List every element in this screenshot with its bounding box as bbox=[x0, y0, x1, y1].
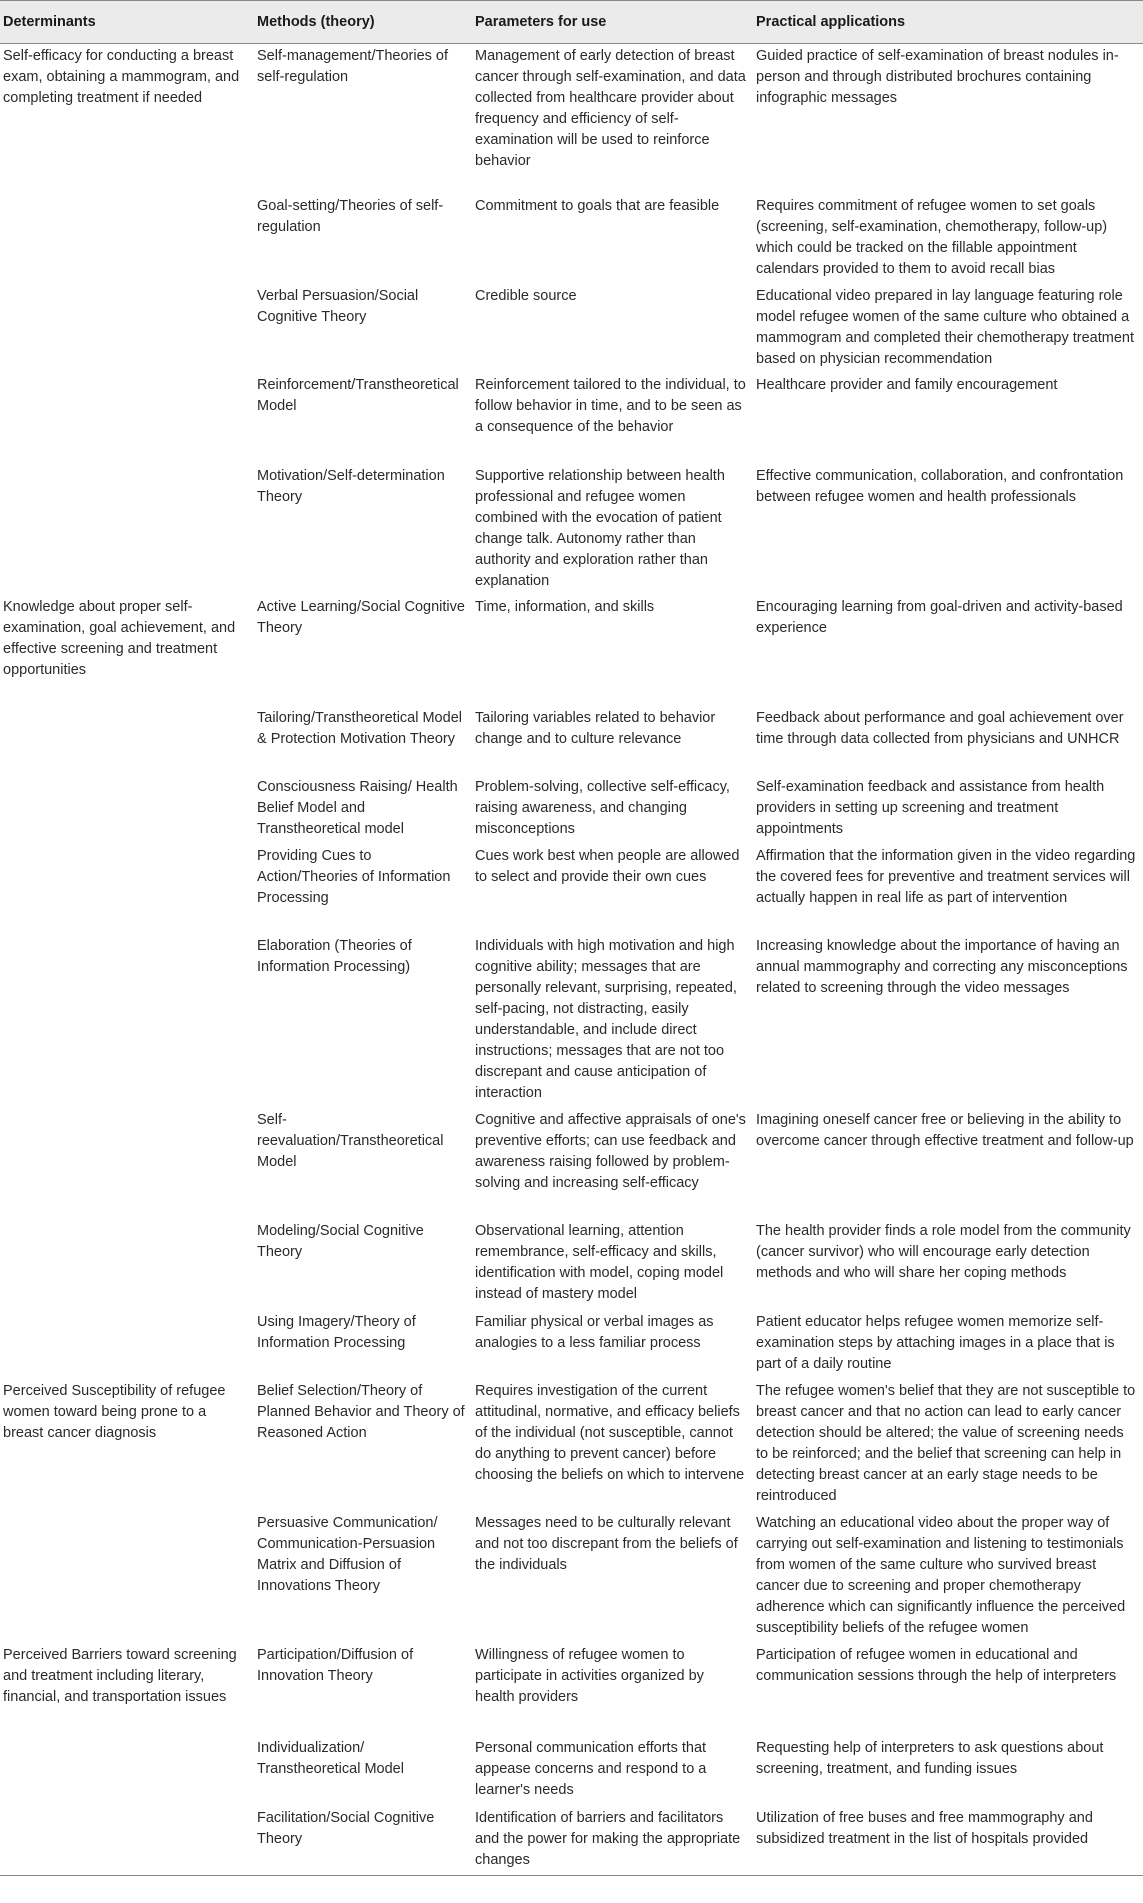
header-methods: Methods (theory) bbox=[254, 1, 472, 44]
parameters-cell: Observational learning, attention remembrance, self-efficacy and skills, identification with model, coping model instead of mastery model bbox=[475, 1222, 724, 1302]
table-body bbox=[0, 44, 1143, 1876]
determinant-cell bbox=[0, 1310, 254, 1379]
table-row bbox=[0, 1736, 1143, 1806]
applications-cell: Increasing knowledge about the importance of having an annual mammography and correcting any misconceptions related to screening through the video messages bbox=[756, 937, 1128, 996]
table-row bbox=[0, 1310, 1143, 1379]
determinant-cell bbox=[0, 1736, 254, 1806]
applications-cell: Healthcare provider and family encouragement bbox=[756, 376, 1058, 393]
parameters-cell: Management of early detection of breast cancer through self-examination, and data collected from healthcare provider about frequency and efficiency of self-examination will be used to reinforce behavior bbox=[475, 48, 746, 169]
table-row bbox=[0, 1108, 1143, 1219]
method-cell: Active Learning/Social Cognitive Theory bbox=[257, 598, 465, 636]
determinant-cell bbox=[0, 373, 254, 464]
parameters-cell: Problem-solving, collective self-efficacy, raising awareness, and changing misconceptions bbox=[475, 778, 730, 837]
applications-cell: Patient educator helps refugee women memorize self-examination steps by attaching images in a place that is part of a daily routine bbox=[756, 1313, 1115, 1372]
applications-cell: Participation of refugee women in educational and communication sessions through the help of interpreters bbox=[756, 1646, 1117, 1684]
determinant-cell bbox=[0, 194, 254, 284]
method-cell: Consciousness Raising/ Health Belief Model and Transtheoretical model bbox=[257, 778, 458, 837]
applications-cell: Feedback about performance and goal achievement over time through data collected from physicians and UNHCR bbox=[756, 709, 1124, 747]
parameters-cell: Individuals with high motivation and high cognitive ability; messages that are personally relevant, surprising, repeated, self-pacing, not distracting, easily understandable, and include direct instructions; messages that are not too discrepant and cause anticipation of interaction bbox=[475, 937, 737, 1101]
parameters-cell: Cues work best when people are allowed to select and provide their own cues bbox=[475, 847, 740, 885]
table-row bbox=[0, 595, 1143, 706]
applications-cell: Requesting help of interpreters to ask questions about screening, treatment, and funding issues bbox=[756, 1739, 1104, 1777]
header-parameters: Parameters for use bbox=[472, 1, 753, 44]
applications-cell: Utilization of free buses and free mammography and subsidized treatment in the list of hospitals provided bbox=[753, 1806, 1143, 1876]
table-row bbox=[0, 44, 1143, 194]
applications-cell: Imagining oneself cancer free or believing in the ability to overcome cancer through effective treatment and follow-up bbox=[756, 1111, 1134, 1149]
applications-cell: Educational video prepared in lay language featuring role model refugee women of the same culture who obtained a mammogram and completed their chemotherapy treatment based on physician recommendation bbox=[756, 287, 1134, 367]
table-row bbox=[0, 1643, 1143, 1736]
parameters-cell: Personal communication efforts that appease concerns and respond to a learner's needs bbox=[475, 1739, 707, 1798]
applications-cell: Effective communication, collaboration, and confrontation between refugee women and health professionals bbox=[756, 467, 1124, 505]
table-row bbox=[0, 1379, 1143, 1511]
parameters-cell: Time, information, and skills bbox=[475, 598, 655, 615]
method-cell: Elaboration (Theories of Information Processing) bbox=[257, 937, 412, 975]
applications-cell: The health provider finds a role model from the community (cancer survivor) who will encourage early detection methods and who will share her coping methods bbox=[756, 1222, 1131, 1281]
table-row bbox=[0, 1511, 1143, 1643]
determinant-cell bbox=[0, 1108, 254, 1219]
parameters-cell: Cognitive and affective appraisals of one's preventive efforts; can use feedback and awareness raising followed by problem-solving and increasing self-efficacy bbox=[475, 1111, 746, 1191]
determinant-cell bbox=[0, 775, 254, 844]
method-cell: Goal-setting/Theories of self-regulation bbox=[257, 197, 444, 235]
parameters-cell: Willingness of refugee women to participate in activities organized by health providers bbox=[475, 1646, 704, 1705]
header-applications: Practical applications bbox=[753, 1, 1143, 44]
header-determinants: Determinants bbox=[0, 1, 254, 44]
method-cell: Belief Selection/Theory of Planned Behavior and Theory of Reasoned Action bbox=[257, 1382, 465, 1441]
determinant-cell bbox=[0, 844, 254, 934]
method-cell: Facilitation/Social Cognitive Theory bbox=[254, 1806, 472, 1876]
method-cell: Motivation/Self-determination Theory bbox=[257, 467, 445, 505]
determinant-cell bbox=[0, 284, 254, 373]
applications-cell: Requires commitment of refugee women to set goals (screening, self-examination, chemotherapy, follow-up) which could be tracked on the fillable appointment calendars provided to them to avoid recall bias bbox=[756, 197, 1108, 277]
applications-cell: Watching an educational video about the proper way of carrying out self-examination and listening to testimonials from women of the same culture who survived breast cancer due to screening and proper chemotherapy adherence which can significantly influence the perceived susceptibility beliefs of the refugee women bbox=[756, 1514, 1126, 1636]
table-row bbox=[0, 844, 1143, 934]
determinant-cell bbox=[0, 1511, 254, 1643]
applications-cell: Guided practice of self-examination of breast nodules in-person and through distributed brochures containing infographic messages bbox=[756, 48, 1119, 106]
table-row bbox=[0, 284, 1143, 373]
applications-cell: Encouraging learning from goal-driven and activity-based experience bbox=[756, 598, 1123, 636]
parameters-cell: Tailoring variables related to behavior change and to culture relevance bbox=[475, 709, 716, 747]
table-row bbox=[0, 934, 1143, 1108]
parameters-cell: Requires investigation of the current attitudinal, normative, and efficacy beliefs of the individual (not susceptible, cannot do anything to prevent cancer) before choosing the beliefs on which to intervene bbox=[475, 1382, 745, 1483]
determinant-cell bbox=[0, 1806, 254, 1876]
method-cell: Reinforcement/Transtheoretical Model bbox=[257, 376, 459, 414]
determinant-cell: Self-efficacy for conducting a breast exam, obtaining a mammogram, and completing treatment if needed bbox=[3, 48, 240, 106]
method-cell: Tailoring/Transtheoretical Model & Protection Motivation Theory bbox=[257, 709, 462, 747]
parameters-cell: Supportive relationship between health professional and refugee women combined with the evocation of patient change talk. Autonomy rather than authority and exploration rather than explanation bbox=[475, 467, 725, 589]
method-cell: Self-management/Theories of self-regulation bbox=[257, 48, 449, 85]
method-cell: Using Imagery/Theory of Information Processing bbox=[257, 1313, 416, 1351]
table-header bbox=[0, 1, 1143, 44]
table-row bbox=[0, 775, 1143, 844]
table-row bbox=[0, 373, 1143, 464]
table-row bbox=[0, 1219, 1143, 1310]
parameters-cell: Reinforcement tailored to the individual, to follow behavior in time, and to be seen as a consequence of the behavior bbox=[475, 376, 746, 435]
header-row bbox=[0, 1, 1143, 44]
determinant-cell: Perceived Barriers toward screening and treatment including literary, financial, and transportation issues bbox=[3, 1646, 237, 1705]
determinant-cell: Knowledge about proper self-examination, goal achievement, and effective screening and treatment opportunities bbox=[3, 598, 236, 678]
parameters-cell: Messages need to be culturally relevant and not too discrepant from the beliefs of the individuals bbox=[475, 1514, 738, 1573]
method-cell: Providing Cues to Action/Theories of Information Processing bbox=[257, 847, 451, 906]
determinant-cell bbox=[0, 706, 254, 775]
method-cell: Modeling/Social Cognitive Theory bbox=[257, 1222, 424, 1260]
determinant-cell bbox=[0, 934, 254, 1108]
determinant-cell: Perceived Susceptibility of refugee women toward being prone to a breast cancer diagnosis bbox=[3, 1382, 226, 1441]
table-row bbox=[0, 1806, 1143, 1876]
applications-cell: Self-examination feedback and assistance from health providers in setting up screening and treatment appointments bbox=[756, 778, 1105, 837]
table-row bbox=[0, 194, 1143, 284]
table-row bbox=[0, 464, 1143, 595]
parameters-cell: Familiar physical or verbal images as analogies to a less familiar process bbox=[475, 1313, 714, 1351]
applications-cell: Affirmation that the information given in the video regarding the covered fees for preventive and treatment services will actually happen in real life as part of intervention bbox=[756, 847, 1136, 906]
applications-cell: The refugee women's belief that they are not susceptible to breast cancer and that no action can lead to early cancer detection should be altered; the value of screening needs to be reinforced; and the belief that screening can help in detecting breast cancer at an early stage needs to be reintroduced bbox=[756, 1382, 1136, 1504]
table-row bbox=[0, 706, 1143, 775]
parameters-cell: Credible source bbox=[475, 287, 577, 304]
parameters-cell: Commitment to goals that are feasible bbox=[475, 197, 720, 214]
method-cell: Self-reevaluation/Transtheoretical Model bbox=[257, 1111, 444, 1170]
parameters-cell: Identification of barriers and facilitators and the power for making the appropriate changes bbox=[472, 1806, 753, 1876]
method-cell: Individualization/ Transtheoretical Model bbox=[257, 1739, 404, 1777]
determinant-cell bbox=[0, 464, 254, 595]
method-cell: Persuasive Communication/ Communication-Persuasion Matrix and Diffusion of Innovations Theory bbox=[257, 1514, 438, 1594]
determinant-cell bbox=[0, 1219, 254, 1310]
method-cell: Verbal Persuasion/Social Cognitive Theory bbox=[257, 287, 419, 325]
method-cell: Participation/Diffusion of Innovation Theory bbox=[257, 1646, 414, 1684]
